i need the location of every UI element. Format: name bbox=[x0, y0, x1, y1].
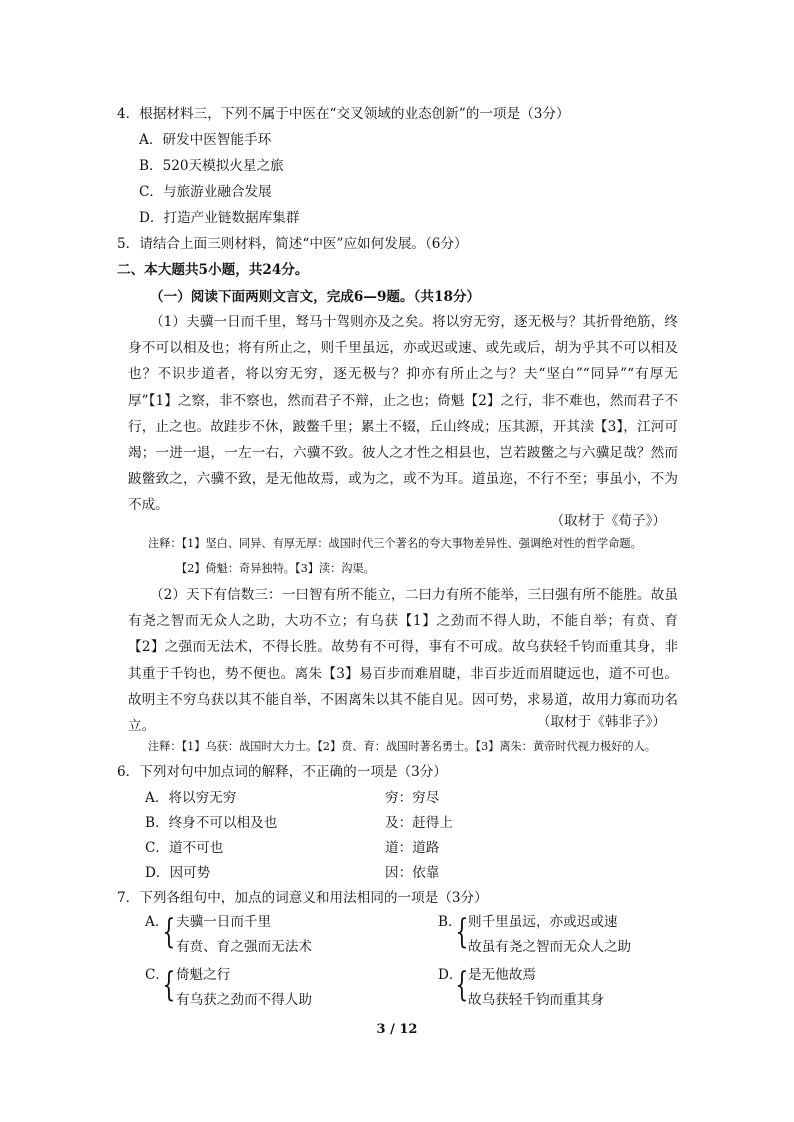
passage1-note1: 注释：【1】坚白、同异、有厚无厚：战国时代三个著名的夸大事物差异性、强调绝对性的哲学命题。 bbox=[148, 537, 642, 550]
q6-option-a bbox=[145, 788, 236, 808]
q5-stem: 5．请结合上面三则材料，简述“中医”应如何发展。（6分） bbox=[117, 236, 468, 252]
q6-stem: 6．下列对句中加点词的解释，不正确的一项是（3分） bbox=[117, 764, 447, 780]
q6-option-a-gloss: 穷：穷尽 bbox=[385, 790, 440, 806]
q4-option-a: A．研发中医智能手环 bbox=[139, 132, 272, 148]
q6-option-a-left: A．将以穷无穷 bbox=[145, 790, 237, 806]
passage1-source: （取材于《荀子》） bbox=[550, 513, 666, 529]
q7-option-d-label: D． bbox=[438, 967, 463, 983]
passage1-body: （1）夫骥一日而千里，驽马十驾则亦及之矣。将以穷无穷，逐无极与？其折骨绝筋，终身不可以相及也；将有所止之，则千里虽远，亦或迟或速、或先或后，胡为乎其不可以相及也？不识步道者，将以穷无穷，逐无极与？抑亦有所止之与？夫“坚白”“同异”“有厚无厚”【1】之察，非不察也，然而君子不辩，止之也；倚魁【2】之行，非不难也，然而君子不行，止之也。故跬步不休，跛鳖千里；累土不辍，丘山终成；压其源，开其渎【3】，江河可竭；一进一退，一左一右，六骥不致。彼人之才性之相县也，岂若跛鳖之与六骥足哉？然而跛鳖致之，六骥不致，是无他故焉，或为之，或不为耳。道虽迩，不行不至；事虽小，不为不成。 bbox=[128, 314, 678, 514]
q7-option-a-brace: { bbox=[162, 912, 176, 952]
q6-option-b: B．终身不可以相及也 bbox=[145, 815, 278, 831]
q7-option-b-line2: 故虽有尧之智而无众人之助 bbox=[468, 939, 632, 955]
q7-option-d-line1: 是无他故焉 bbox=[468, 967, 536, 983]
passage2-note: 注释：【1】乌获：战国时大力士。【2】贲、育：战国时著名勇士。【3】离朱：黄帝时代视力极好的人。 bbox=[148, 740, 656, 753]
q6-option-c: C．道不可也 bbox=[145, 840, 224, 856]
q4-option-d: D．打造产业链数据库集群 bbox=[139, 210, 300, 226]
q7-option-a-line2: 有贲、育之强而无法术 bbox=[176, 939, 312, 955]
q7-option-b-label: B． bbox=[438, 914, 462, 930]
q6-option-d-gloss: 因：依靠 bbox=[385, 865, 440, 881]
passage2-source: （取材于《韩非子》） bbox=[536, 714, 666, 730]
q7-option-d-brace: { bbox=[455, 965, 469, 1005]
q6-option-d: D．因可势 bbox=[145, 865, 211, 881]
q7-stem: 7．下列各组句中，加点的词意义和用法相同的一项是（3分） bbox=[117, 890, 488, 906]
section2-sub1: （一）阅读下面两则文言文，完成6—9题。（共18分） bbox=[150, 289, 481, 305]
q7-option-d-line2: 故乌获轻千钧而重其身 bbox=[468, 992, 604, 1008]
q7-option-a-label: A． bbox=[145, 914, 169, 930]
q7-option-c-line2: 有乌获之劲而不得人助 bbox=[176, 992, 312, 1008]
q4-stem: 4．根据材料三，下列不属于中医在“交叉领域的业态创新”的一项是（3分） bbox=[117, 106, 570, 122]
q7-option-b-line1: 则千里虽远，亦或迟或速 bbox=[468, 914, 618, 930]
passage1-text bbox=[128, 309, 678, 519]
q7-option-c-brace: { bbox=[162, 965, 176, 1005]
q7-option-c-label: C． bbox=[145, 967, 169, 983]
page-number: 3 / 12 bbox=[376, 1022, 418, 1037]
passage2-body: （2）天下有信数三：一曰智有所不能立，二曰力有所不能举，三曰强有所不能胜。故虽有尧之智而无众人之助，大功不立；有乌获【1】之劲而不得人助，不能自举；有贲、育【2】之强而无法术，不得长胜。故势有不可得，事有不可成。故乌获轻千钧而重其身，非其重于千钧也，势不便也。离朱【3】易百步而难眉睫，非百步近而眉睫远也，道不可也。故明主不穷乌获以其不能自举，不困离朱以其不能自见。因可势，求易道，故用力寡而功名立。 bbox=[128, 587, 678, 735]
q6-option-b-gloss: 及：赶得上 bbox=[385, 815, 453, 831]
passage1-note2: 【2】倚魁：奇异独特。【3】渎：沟渠。 bbox=[176, 562, 375, 575]
q4-option-b: B．520天模拟火星之旅 bbox=[139, 158, 284, 174]
q7-option-c-line1: 倚魁之行 bbox=[176, 967, 231, 983]
section2-title: 二、本大题共5小题，共24分。 bbox=[117, 262, 309, 278]
q4-option-c: C．与旅游业融合发展 bbox=[139, 184, 272, 200]
q7-option-b-brace: { bbox=[455, 912, 469, 952]
q7-option-a-line1: 夫骥一日而千里 bbox=[176, 914, 272, 930]
q6-option-c-gloss: 道：道路 bbox=[385, 840, 440, 856]
